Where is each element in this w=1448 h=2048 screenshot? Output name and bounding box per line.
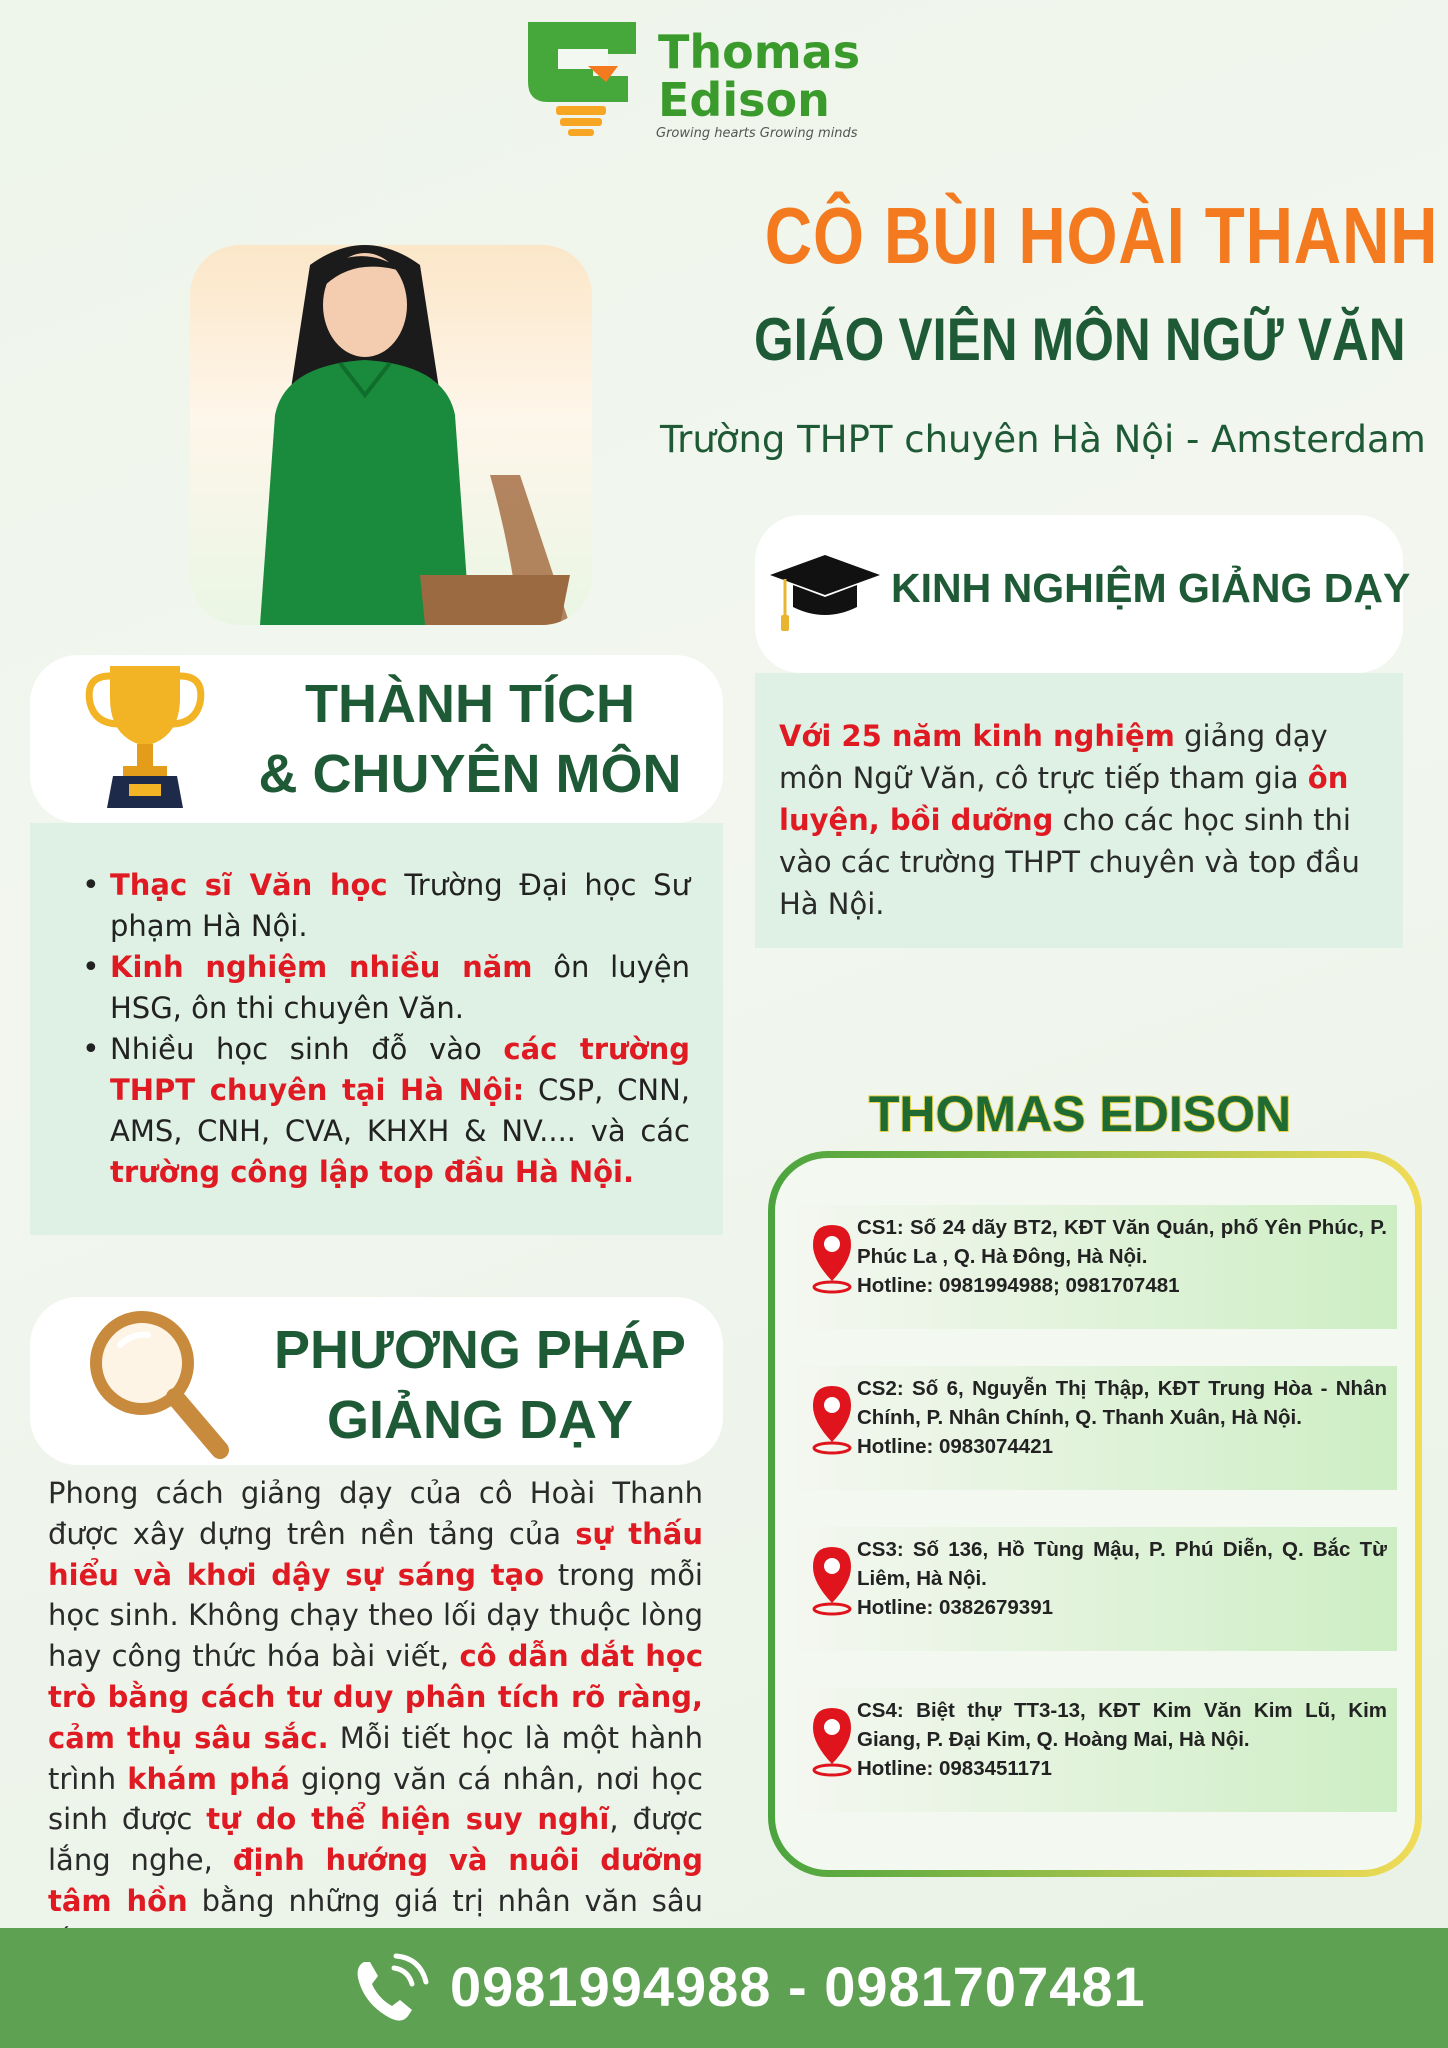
- campus-address: CS2: Số 6, Nguyễn Thị Thập, KĐT Trung Hòa - Nhân Chính, P. Nhân Chính, Q. Thanh Xuân, Hà Nội.: [857, 1377, 1387, 1429]
- logo-bulb-icon: [518, 14, 648, 139]
- teacher-portrait-illustration: [190, 245, 592, 625]
- experience-text-part: cho các học sinh thi vào các trường THPT chuyên và top đầu Hà Nội.: [779, 803, 1360, 921]
- achievement-highlight: các trường THPT chuyên tại Hà Nội:: [110, 1032, 690, 1107]
- achievement-text: ôn luyện HSG, ôn thi chuyên Văn.: [110, 950, 690, 1025]
- teacher-photo: [190, 245, 592, 625]
- logo-tagline: Growing hearts Growing minds: [656, 126, 858, 141]
- list-item: [82, 1029, 690, 1193]
- method-highlight: cô dẫn dắt học trò bằng cách tư duy phân tích rõ ràng, cảm thụ sâu sắc.: [48, 1639, 704, 1755]
- achievements-title-line2: & CHUYÊN MÔN: [258, 744, 682, 804]
- list-item: [82, 947, 690, 1029]
- method-text: , được lắng nghe,: [48, 1802, 703, 1878]
- footer-phone-numbers[interactable]: 0981994988 - 0981707481: [450, 1955, 1146, 2018]
- campus-text: [857, 1535, 1387, 1622]
- campus-text: [857, 1696, 1387, 1783]
- achievement-text: Trường Đại học Sư phạm Hà Nội.: [110, 868, 690, 943]
- campuses-title: THOMAS EDISON: [868, 1086, 1292, 1142]
- trophy-icon: [85, 658, 205, 816]
- campuses-box: [768, 1151, 1422, 1877]
- experience-text: [779, 715, 1379, 925]
- campus-card: [797, 1688, 1397, 1812]
- achievement-highlight: Kinh nghiệm nhiều năm: [110, 950, 533, 984]
- experience-title: KINH NGHIỆM GIẢNG DẠY: [891, 565, 1411, 611]
- teacher-school: Trường THPT chuyên Hà Nội - Amsterdam: [660, 418, 1426, 461]
- achievement-text: CSP, CNN, AMS, CNH, CVA, KHXH & NV.... và các: [110, 1073, 690, 1148]
- method-text: Mỗi tiết học là một hành trình: [48, 1720, 703, 1796]
- campus-address: CS1: Số 24 dãy BT2, KĐT Văn Quán, phố Yên Phúc, P. Phúc La , Q. Hà Đông, Hà Nội.: [857, 1216, 1387, 1268]
- method-highlight: sự thấu hiểu và khơi dậy sự sáng tạo: [48, 1516, 703, 1592]
- achievement-highlight: trường công lập top đầu Hà Nội.: [110, 1155, 635, 1189]
- campus-address: CS3: Số 136, Hồ Tùng Mậu, P. Phú Diễn, Q. Bắc Từ Liêm, Hà Nội.: [857, 1538, 1387, 1590]
- method-highlight: tự do thể hiện suy nghĩ: [206, 1802, 610, 1837]
- experience-header: [755, 515, 1411, 673]
- location-pin-icon: [809, 1545, 855, 1617]
- achievements-header: [30, 655, 723, 823]
- location-pin-icon: [809, 1223, 855, 1295]
- achievements-list: [82, 865, 722, 1193]
- thomas-edison-logo: [518, 14, 861, 144]
- method-text: bằng những giá trị nhân văn sâu: [201, 1883, 703, 1918]
- logo-line2: Edison: [658, 73, 830, 127]
- achievement-highlight: Thạc sĩ Văn học: [110, 868, 388, 902]
- list-item: [82, 865, 690, 947]
- method-text: giọng văn cá nhân, nơi học sinh được: [48, 1761, 703, 1837]
- footer-bar: [0, 1928, 1448, 2048]
- logo-wordmark: [658, 25, 861, 127]
- graduation-cap-icon: [765, 545, 885, 645]
- method-title-line1: PHƯƠNG PHÁP: [274, 1320, 686, 1380]
- method-highlight: định hướng và nuôi dưỡng tâm hồn: [48, 1843, 703, 1918]
- achievements-title-line1: THÀNH TÍCH: [305, 674, 635, 734]
- method-text: trong mỗi học sinh. Không chạy theo lối dạy thuộc lòng hay công thức hóa bài viết,: [48, 1557, 703, 1674]
- campus-hotline: Hotline: 0983074421: [857, 1435, 1054, 1458]
- campus-card: [797, 1205, 1397, 1329]
- location-pin-icon: [809, 1706, 855, 1778]
- method-text: Phong cách giảng dạy của cô Hoài Thanh được xây dựng trên nền tảng của: [48, 1476, 703, 1551]
- campus-hotline: Hotline: 0983451171: [857, 1757, 1052, 1780]
- campus-address: CS4: Biệt thự TT3-13, KĐT Kim Văn Kim Lũ, Kim Giang, P. Đại Kim, Q. Hoàng Mai, Hà Nội.: [857, 1699, 1387, 1751]
- campus-card: [797, 1527, 1397, 1651]
- logo-line1: Thomas: [658, 25, 861, 79]
- method-title-line2: GIẢNG DẠY: [326, 1390, 634, 1450]
- campus-card: [797, 1366, 1397, 1490]
- experience-text-part: giảng dạy môn Ngữ Văn, cô trực tiếp tham gia: [779, 719, 1328, 795]
- campus-hotline: Hotline: 0382679391: [857, 1596, 1054, 1619]
- location-pin-icon: [809, 1384, 855, 1456]
- teacher-subject: GIÁO VIÊN MÔN NGỮ VĂN: [754, 306, 1406, 373]
- phone-icon: [350, 1952, 430, 2028]
- method-body: [48, 1473, 703, 1963]
- magnifying-glass-icon: [80, 1305, 240, 1460]
- teacher-name: CÔ BÙI HOÀI THANH: [764, 191, 1439, 280]
- campus-text: [857, 1374, 1387, 1461]
- method-header: [30, 1297, 723, 1465]
- experience-highlight: ôn luyện, bồi dưỡng: [779, 761, 1349, 837]
- achievement-text: Nhiều học sinh đỗ vào: [110, 1032, 504, 1066]
- campus-hotline: Hotline: 0981994988; 0981707481: [857, 1274, 1180, 1297]
- method-highlight: khám phá: [127, 1761, 290, 1796]
- experience-body: [755, 673, 1403, 948]
- experience-highlight: Với 25 năm kinh nghiệm: [779, 719, 1175, 753]
- campus-text: [857, 1213, 1387, 1300]
- achievements-body: [30, 823, 723, 1235]
